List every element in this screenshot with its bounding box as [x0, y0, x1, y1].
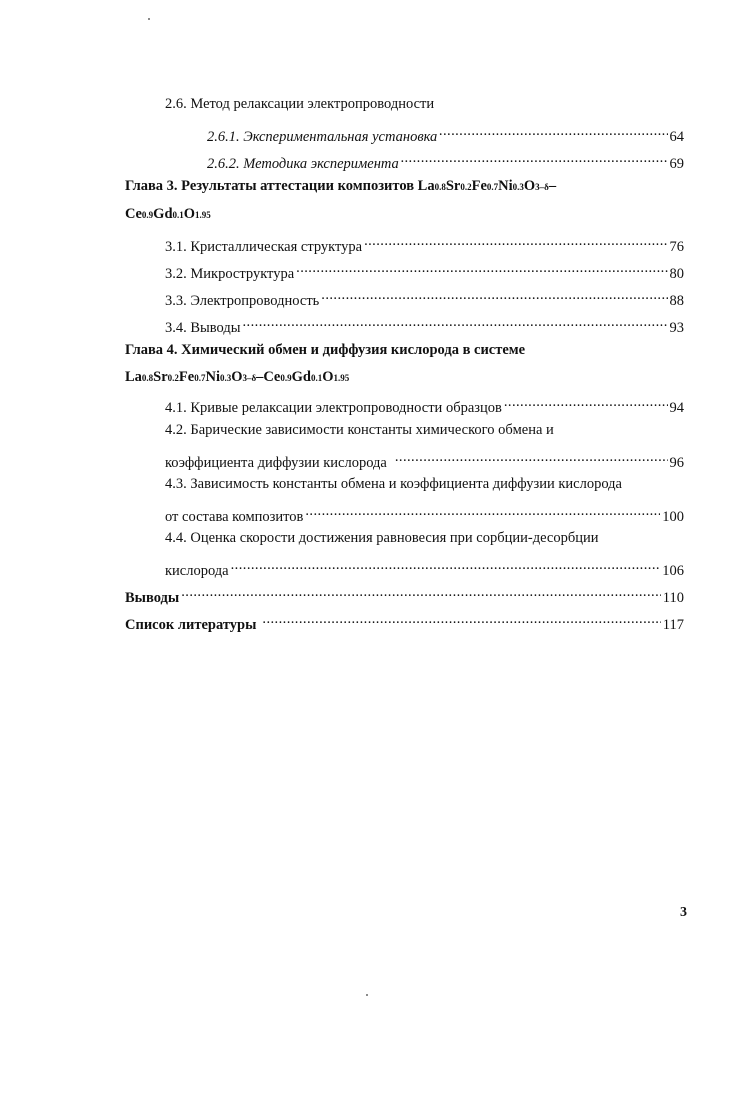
toc-entry-title: коэффициента диффузии кислорода: [165, 455, 387, 471]
toc-chapter-3-formula: Ce 0.9 Gd 0.1 O 1.95: [125, 206, 211, 222]
toc-entry-title: 4.2. Барические зависимости константы химического обмена и: [165, 422, 554, 438]
toc-entry-4-3: [165, 474, 622, 494]
toc-entry-2-6-1: [207, 121, 684, 145]
page-number: 3: [680, 905, 687, 920]
toc-entry-4-2: [165, 420, 554, 440]
toc-page-number: 117: [662, 617, 684, 633]
toc-page-number: 106: [662, 563, 684, 579]
toc-entry-3-4: [165, 312, 684, 336]
toc-entry-4-1: [165, 392, 684, 416]
scan-speck: [366, 994, 368, 996]
toc-page-number: 96: [669, 455, 684, 471]
toc-page-number: 69: [669, 156, 684, 172]
toc-leader-dots: [401, 148, 668, 168]
toc-entry-3-3: [165, 285, 684, 309]
toc-chapter-3: Глава 3. Результаты аттестации композитов La 0.8 Sr 0.2 Fe 0.7 Ni 0.3 O 3–δ –: [125, 178, 557, 194]
toc-page-number: 76: [669, 239, 684, 255]
toc-leader-dots: [262, 609, 660, 629]
toc-leader-dots: [395, 447, 668, 467]
toc-leader-dots: [439, 121, 667, 141]
toc-entry-title: 3.2. Микроструктура: [165, 266, 295, 282]
toc-entry-title: 4.4. Оценка скорости достижения равновесия при сорбции-десорбции: [165, 530, 599, 546]
toc-leader-dots: [364, 231, 667, 251]
toc-chapter-4: [125, 340, 525, 360]
toc-leader-dots: [296, 258, 667, 278]
toc-entry-2-6: [165, 94, 434, 114]
toc-leader-dots: [243, 312, 668, 332]
toc-entry-title: 2.6. Метод релаксации электропроводности: [165, 96, 435, 112]
chapter-title: Глава 4. Химический обмен и диффузия кислорода в системе: [125, 342, 526, 358]
toc-entry-title: 3.3. Электропроводность: [165, 293, 320, 309]
toc-page-number: 64: [669, 129, 684, 145]
toc-entry-4-4: [165, 528, 598, 548]
toc-entry-references: [125, 609, 684, 633]
toc-entry-4-2-cont: [165, 447, 684, 471]
toc-entry-title: Выводы: [125, 590, 180, 606]
toc-entry-title: 3.1. Кристаллическая структура: [165, 239, 363, 255]
toc-entry-title: 2.6.2. Методика эксперимента: [207, 156, 399, 172]
chapter-title: Глава 3. Результаты аттестации композитов: [125, 178, 415, 194]
toc-entry-title: Список литературы: [125, 617, 257, 633]
toc-entry-title: 3.4. Выводы: [165, 320, 241, 336]
toc-page-number: 93: [669, 320, 684, 336]
scan-speck: [148, 18, 150, 20]
toc-page-number: 88: [669, 293, 684, 309]
toc-page-number: 100: [662, 509, 684, 525]
toc-leader-dots: [321, 285, 667, 305]
toc-page-number: 94: [669, 400, 684, 416]
toc-entry-title: 4.1. Кривые релаксации электропроводности образцов: [165, 400, 502, 416]
toc-leader-dots: [504, 392, 668, 412]
toc-chapter-4-formula: La 0.8 Sr 0.2 Fe 0.7 Ni 0.3 O 3–δ – Ce 0.9 Gd 0.1 O 1.95: [125, 369, 350, 385]
toc-leader-dots: [305, 501, 660, 521]
toc-entry-title: 4.3. Зависимость константы обмена и коэффициента диффузии кислорода: [165, 476, 622, 492]
toc-entry-2-6-2: [207, 148, 684, 172]
toc-leader-dots: [181, 582, 661, 602]
toc-entry-4-4-cont: [165, 555, 684, 579]
toc-entry-3-2: [165, 258, 684, 282]
toc-entry-title: 2.6.1. Экспериментальная установка: [207, 129, 438, 145]
toc-entry-conclusions: [125, 582, 684, 606]
toc-page-number: 110: [662, 590, 684, 606]
toc-entry-title: от состава композитов: [165, 509, 304, 525]
toc-page-number: 80: [669, 266, 684, 282]
toc-leader-dots: [231, 555, 661, 575]
toc-entry-4-3-cont: [165, 501, 684, 525]
toc-entry-title: кислорода: [165, 563, 229, 579]
toc-entry-3-1: [165, 231, 684, 255]
